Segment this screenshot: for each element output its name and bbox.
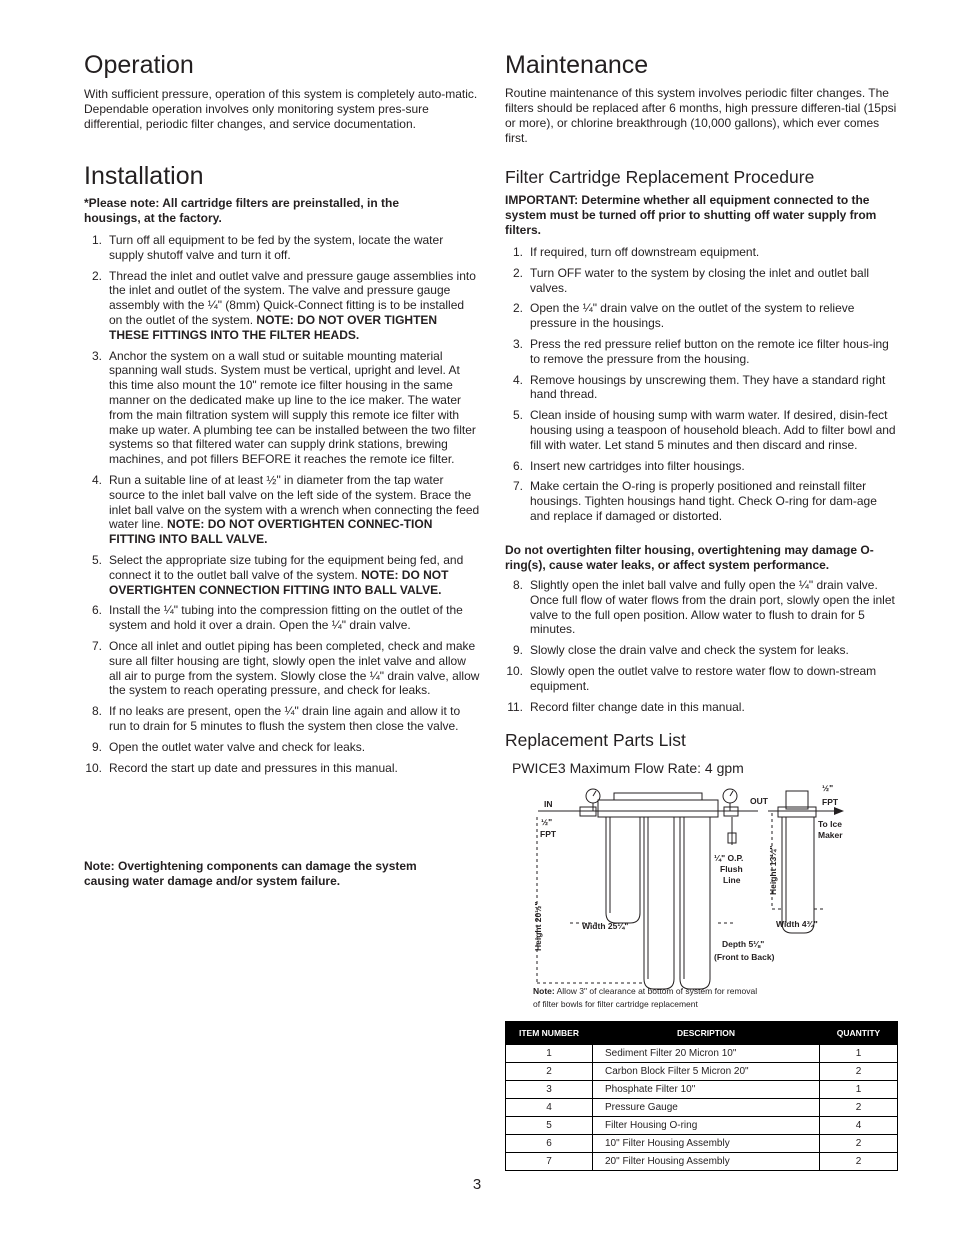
step-number: 3. bbox=[512, 336, 523, 351]
important-note: IMPORTANT: Determine whether all equipment connected to the system must be turned off prior to shutting off water supply from filters. bbox=[505, 193, 877, 237]
clearance-note-2: of filter bowls for filter cartridge replacement bbox=[533, 999, 698, 1009]
item-number-cell: 4 bbox=[506, 1099, 593, 1117]
step-number: 6. bbox=[512, 458, 523, 473]
table-row bbox=[506, 1099, 898, 1117]
to-ice-label: To Ice bbox=[818, 819, 842, 829]
preinstall-note: *Please note: All cartridge filters are preinstalled, in the housings, at the factory. bbox=[84, 196, 399, 225]
width-ice-label: Width 4¾" bbox=[776, 919, 818, 929]
installation-heading: Installation bbox=[84, 162, 204, 190]
inlet-size: ½" bbox=[541, 817, 553, 827]
step-number: 2. bbox=[512, 265, 523, 280]
item-number-cell: 2 bbox=[506, 1063, 593, 1081]
overtightening-note: Note: Overtightening components can damage the system causing water damage and/or system failure. bbox=[84, 859, 417, 888]
procedure-step bbox=[505, 245, 898, 260]
procedure-step bbox=[505, 479, 898, 523]
clearance-note-label: Note: bbox=[533, 986, 555, 996]
description-cell: Carbon Block Filter 5 Micron 20" bbox=[593, 1063, 820, 1081]
table-row bbox=[506, 1135, 898, 1153]
item-number-cell: 5 bbox=[506, 1117, 593, 1135]
procedure-step bbox=[505, 664, 898, 694]
flow-rate: PWICE3 Maximum Flow Rate: 4 gpm bbox=[512, 760, 744, 776]
step-bold-note: NOTE: DO NOT OVERTIGHTEN CONNECTION FITTING INTO BALL VALVE. bbox=[109, 567, 449, 597]
table-row bbox=[506, 1153, 898, 1171]
installation-step bbox=[84, 704, 480, 734]
step-text: Once all inlet and outlet piping has been completed, check and make sure all filter housing are tight, slowly open the inlet valve and allow all air to purge from the system. Slowly close the ¼" drain valve, allow the system to reach operating pressure, and check for leaks. bbox=[109, 638, 480, 698]
depth-label-2: (Front to Back) bbox=[714, 952, 775, 962]
quantity-cell: 1 bbox=[820, 1081, 898, 1099]
step-number: 4. bbox=[91, 472, 102, 487]
description-cell: Pressure Gauge bbox=[593, 1099, 820, 1117]
installation-step bbox=[84, 740, 480, 755]
installation-step bbox=[84, 553, 480, 597]
step-text: Record filter change date in this manual. bbox=[530, 699, 745, 714]
page-number: 3 bbox=[472, 1176, 482, 1193]
inlet-fpt: FPT bbox=[540, 829, 557, 839]
flush-line-label-3: Line bbox=[723, 875, 741, 885]
item-number-cell: 7 bbox=[506, 1153, 593, 1171]
step-number: 4. bbox=[512, 372, 523, 387]
procedure-step bbox=[505, 578, 898, 637]
step-number: 8. bbox=[512, 578, 523, 592]
clearance-note-text: Allow 3" of clearance at bottom of system for removal bbox=[554, 986, 758, 996]
header-item-number: ITEM NUMBER bbox=[506, 1022, 593, 1045]
table-row bbox=[506, 1045, 898, 1063]
step-text: Insert new cartridges into filter housings. bbox=[530, 458, 745, 473]
step-text: Open the ¼" drain valve on the outlet of the system to relieve pressure in the housings. bbox=[530, 301, 855, 331]
step-number: 7. bbox=[512, 479, 523, 494]
step-number: 9. bbox=[91, 739, 102, 754]
step-number: 5. bbox=[512, 408, 523, 423]
inlet-label: IN bbox=[544, 799, 553, 809]
step-text: If required, turn off downstream equipment. bbox=[530, 245, 760, 259]
step-number: 2. bbox=[512, 301, 523, 316]
step-number: 8. bbox=[91, 704, 102, 719]
step-text: Record the start up date and pressures in this manual. bbox=[109, 760, 398, 775]
procedure-steps-part-2 bbox=[505, 578, 898, 720]
height-main-label: Height 20½" bbox=[533, 901, 543, 951]
step-text: Press the red pressure relief button on the remote ice filter hous-ing to remove the pressure from the housing. bbox=[530, 336, 889, 366]
step-number: 5. bbox=[91, 552, 102, 567]
height-ice-label: Height 13¼" bbox=[768, 845, 778, 895]
installation-step bbox=[84, 761, 480, 776]
step-text: Slowly open the outlet valve to restore water flow to down-stream equipment. bbox=[530, 663, 877, 693]
description-cell: 20" Filter Housing Assembly bbox=[593, 1153, 820, 1171]
quantity-cell: 4 bbox=[820, 1117, 898, 1135]
installation-step bbox=[84, 603, 480, 633]
step-text: If no leaks are present, open the ¼" drain line again and allow it to run to drain for 5 minutes to flush the system then close the valve. bbox=[109, 704, 461, 733]
item-number-cell: 1 bbox=[506, 1045, 593, 1063]
quantity-cell: 2 bbox=[820, 1099, 898, 1117]
quantity-cell: 2 bbox=[820, 1135, 898, 1153]
step-text: Slightly open the inlet ball valve and fully open the ¼" drain valve. Once full flow of water flows from the drain port, slowly open the inlet valve to the full open position. Allow water to flush to drain for 5 minutes. bbox=[530, 578, 895, 637]
description-cell: 10" Filter Housing Assembly bbox=[593, 1135, 820, 1153]
step-number: 10. bbox=[85, 760, 102, 775]
overtighten-warning: Do not overtighten filter housing, overtightening may damage O-ring(s), cause water leaks, or affect system performance. bbox=[505, 543, 874, 572]
quantity-cell: 2 bbox=[820, 1063, 898, 1081]
step-number: 7. bbox=[91, 638, 102, 653]
replacement-parts-heading: Replacement Parts List bbox=[505, 730, 686, 750]
maintenance-heading: Maintenance bbox=[505, 51, 649, 79]
step-bold-note: NOTE: DO NOT OVER TIGHTEN THESE FITTINGS INTO THE FILTER HEADS. bbox=[109, 312, 438, 342]
flush-line-label-2: Flush bbox=[720, 864, 743, 874]
ice-fpt: FPT bbox=[822, 797, 839, 807]
item-number-cell: 3 bbox=[506, 1081, 593, 1099]
step-bold-note: NOTE: DO NOT OVERTIGHTEN CONNEC-TION FITTING INTO BALL VALVE. bbox=[109, 517, 433, 547]
step-text: Anchor the system on a wall stud or suitable mounting material spanning wall studs. System must be vertical, upright and level. At this time also mount the 10" remote ice filter housing in the same manner on the dedicated make up line to the ice maker. The water from the main filtration system will supply this remote ice filter with make up water. A plumbing tee can be installed between the two filter systems so that filtered water can supply drink stations, brewing machines, and pot fillers BEFORE it reaches the remote ice filter. bbox=[109, 348, 476, 467]
operation-text: With sufficient pressure, operation of this system is completely auto-matic. Dependable operation involves only monitoring system pres-sure differential, periodic filter changes, and service documentation. bbox=[84, 87, 478, 131]
procedure-step bbox=[505, 408, 898, 452]
procedure-step bbox=[505, 337, 898, 367]
header-description: DESCRIPTION bbox=[593, 1022, 820, 1045]
step-text: Install the ¼" tubing into the compression fitting on the outlet of the system and hold it over a drain. Open the ¼" drain valve. bbox=[109, 603, 463, 633]
installation-step bbox=[84, 269, 480, 343]
step-number: 10. bbox=[506, 663, 523, 678]
step-text: Turn OFF water to the system by closing the inlet and outlet ball valves. bbox=[530, 265, 870, 295]
ice-size: ½" bbox=[822, 783, 834, 793]
table-row bbox=[506, 1063, 898, 1081]
ice-filter-bracket bbox=[786, 791, 808, 809]
step-text: Thread the inlet and outlet valve and pressure gauge assemblies into the inlet and outlet of the system. The valve and pressure gauge assembly with the ¼" (8mm) Quick-Connect fitting is to be installed on the outlet of the system. bbox=[109, 268, 476, 327]
description-cell: Sediment Filter 20 Micron 10" bbox=[593, 1045, 820, 1063]
parts-table-header bbox=[506, 1022, 898, 1045]
replacement-procedure-heading: Filter Cartridge Replacement Procedure bbox=[505, 167, 815, 187]
step-text: Select the appropriate size tubing for the equipment being fed, and connect it to the outlet ball valve of the system. bbox=[109, 552, 464, 582]
step-number: 9. bbox=[512, 643, 523, 658]
step-text: Clean inside of housing sump with warm water. If desired, disin-fect housing using a teaspoon of household bleach. Add to filter bowl and fill with water. Let stand 5 minutes and then discard and rinse. bbox=[530, 408, 896, 452]
installation-step bbox=[84, 473, 480, 547]
installation-step bbox=[84, 349, 480, 467]
system-diagram bbox=[528, 783, 858, 1018]
depth-label-1: Depth 5⅛" bbox=[722, 939, 765, 949]
procedure-step bbox=[505, 643, 898, 658]
step-text: Remove housings by unscrewing them. They have a standard right hand thread. bbox=[530, 372, 886, 402]
description-cell: Phosphate Filter 10" bbox=[593, 1081, 820, 1099]
installation-steps bbox=[84, 233, 480, 781]
step-number: 11. bbox=[507, 699, 523, 714]
maker-label: Maker bbox=[818, 830, 843, 840]
procedure-step bbox=[505, 266, 898, 296]
step-number: 1. bbox=[512, 245, 523, 259]
step-number: 2. bbox=[91, 268, 102, 283]
step-text: Open the outlet water valve and check for leaks. bbox=[109, 739, 366, 754]
procedure-step bbox=[505, 373, 898, 403]
description-cell: Filter Housing O-ring bbox=[593, 1117, 820, 1135]
filter-head-bar bbox=[598, 800, 718, 811]
operation-heading: Operation bbox=[84, 51, 194, 79]
step-text: Slowly close the drain valve and check the system for leaks. bbox=[530, 643, 849, 658]
installation-step bbox=[84, 233, 480, 263]
step-number: 6. bbox=[91, 603, 102, 618]
flush-line-label-1: ¼" O.P. bbox=[714, 853, 744, 863]
maintenance-text: Routine maintenance of this system involves periodic filter changes. The filters should be replaced after 6 months, high pressure differen-tial (15psi or more), or chlorine breakthrough (10,000 gallons), which ever comes first. bbox=[505, 86, 897, 145]
installation-step bbox=[84, 639, 480, 698]
quantity-cell: 1 bbox=[820, 1045, 898, 1063]
procedure-step bbox=[505, 301, 898, 331]
step-text: Make certain the O-ring is properly positioned and reinstall filter housings. Tighten housings hand tight. Check O-ring for dam-age and replace if damaged or distorted. bbox=[530, 479, 877, 523]
ice-filter-bowl bbox=[782, 817, 814, 933]
sediment-filter-bowl bbox=[606, 817, 640, 923]
step-number: 1. bbox=[91, 233, 102, 247]
width-main-label: Width 25¼" bbox=[582, 921, 629, 931]
step-number: 3. bbox=[91, 348, 102, 363]
table-row bbox=[506, 1081, 898, 1099]
table-row bbox=[506, 1117, 898, 1135]
clearance-note-1 bbox=[533, 986, 757, 996]
parts-table bbox=[505, 1021, 898, 1171]
step-text: Run a suitable line of at least ½" in diameter from the tap water source to the inlet ball valve on the left side of the system. Brace the inlet ball valve on the system with a wrench when connecting the feed water line. bbox=[109, 472, 480, 532]
quantity-cell: 2 bbox=[820, 1153, 898, 1171]
item-number-cell: 6 bbox=[506, 1135, 593, 1153]
procedure-step bbox=[505, 700, 898, 715]
procedure-step bbox=[505, 459, 898, 474]
header-quantity: QUANTITY bbox=[820, 1022, 898, 1045]
outlet-label: OUT bbox=[750, 796, 768, 806]
procedure-steps-part-1 bbox=[505, 245, 898, 530]
step-text: Turn off all equipment to be fed by the system, locate the water supply shutoff valve and turn it off. bbox=[109, 233, 444, 262]
